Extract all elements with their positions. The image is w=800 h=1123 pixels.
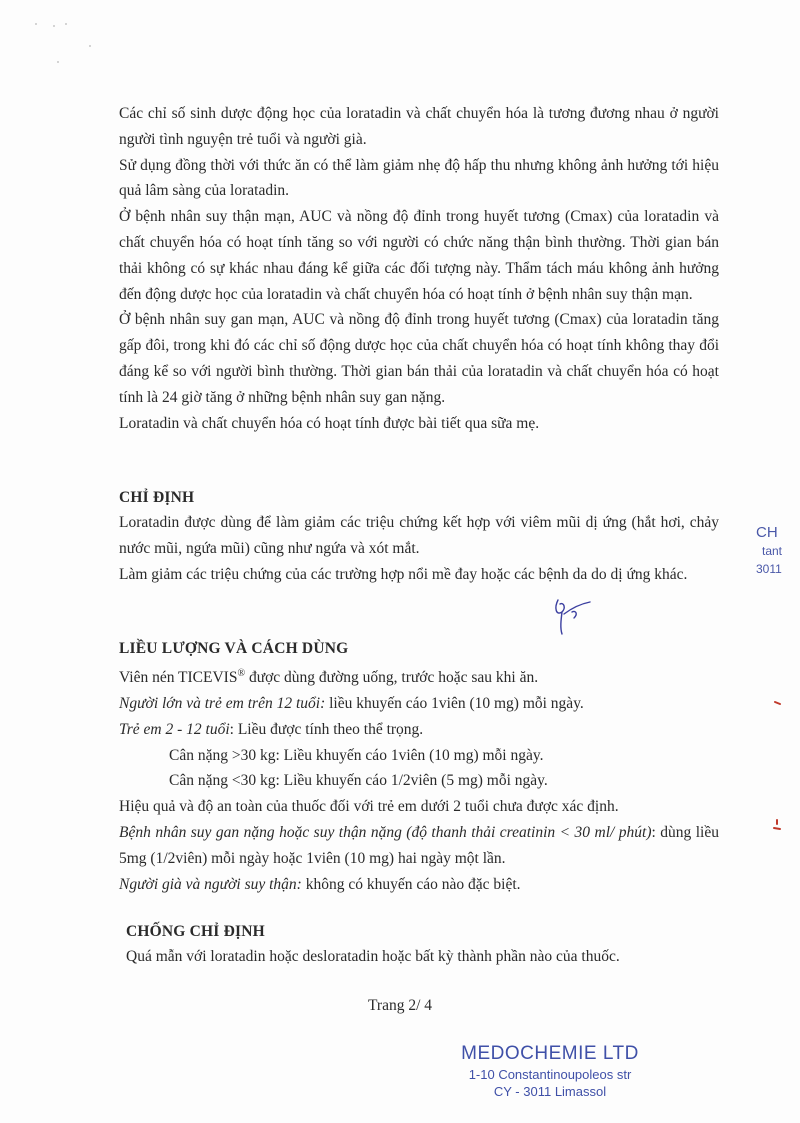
company-stamp (450, 1042, 650, 1100)
stamp-company-name: MEDOCHEMIE LTD (461, 1043, 639, 1064)
red-mark-icon (774, 699, 782, 707)
registered-mark: ® (237, 668, 246, 679)
margin-stamp-line-1: CH (756, 524, 778, 541)
contraindications-heading: CHỐNG CHỈ ĐỊNH (126, 923, 265, 940)
paragraph-pk-age: Các chỉ số sinh dược động học của loratadin và chất chuyển hóa là tương đương nhau ở người người tình nguyện trẻ tuổi và người già. (119, 105, 719, 148)
dosage-route-product: Viên nén TICEVIS (119, 669, 238, 687)
page-number: Trang 2/ 4 (367, 997, 433, 1014)
margin-stamp-fragment (756, 524, 800, 578)
contraindications-text: Quá mẫn với loratadin hoặc desloratadin hoặc bất kỳ thành phần nào của thuốc. (126, 948, 620, 965)
dosage-impairment-label: Bệnh nhân suy gan nặng hoặc suy thận nặng (độ thanh thải creatinin < 30 ml/ phút) (119, 823, 652, 841)
dosage-elderly-line (119, 872, 719, 898)
dosage-impairment-text: : dùng liều 5mg (1/2viên) mỗi ngày hoặc 1viên (10 mg) hai ngày một lần. (119, 823, 719, 867)
paragraph-pk-renal: Ở bệnh nhân suy thận mạn, AUC và nồng độ đỉnh trong huyết tương (Cmax) của loratadin và chất chuyển hóa có hoạt tính tăng so với người có chức năng thận bình thường. Thời gian bán thải không có sự khác nhau đáng kể giữa các đối tượng này. Thẩm tách máu không ảnh hưởng đến động dược học của loratadin và chất chuyển hóa có hoạt tính ở bệnh nhân suy thận mạn. (119, 208, 719, 303)
paragraph-pk-hepatic: Ở bệnh nhân suy gan mạn, AUC và nồng độ đỉnh trong huyết tương (Cmax) của loratadin tăng gấp đôi, trong khi đó các chỉ số động dược học của chất chuyển hóa có hoạt tính không thay đổi đáng kể so với người bình thường. Thời gian bán thải của loratadin và chất chuyển hóa có hoạt tính là 24 giờ tăng ở những bệnh nhân suy gan nặng. (119, 311, 719, 406)
dosage-weight-under-line: Cân nặng <30 kg: Liều khuyến cáo 1/2viên (5 mg) mỗi ngày. (169, 772, 548, 790)
dosage-section (119, 637, 719, 897)
dosage-adult-text: liều khuyến cáo 1viên (10 mg) mỗi ngày. (325, 694, 584, 712)
pharmacokinetics-section (119, 101, 719, 436)
dosage-impairment-line (119, 820, 719, 872)
dosage-elderly-text: không có khuyến cáo nào đặc biệt. (301, 875, 521, 893)
paragraph-pk-food: Sử dụng đồng thời với thức ăn có thể làm giảm nhẹ độ hấp thu nhưng không ảnh hưởng tới hiệu quả lâm sàng của loratadin. (119, 156, 719, 200)
margin-stamp-line-3: 3011 (756, 562, 782, 576)
dosage-adult-label: Người lớn và trẻ em trên 12 tuổi: (119, 694, 326, 712)
dosage-elderly-label: Người già và người suy thận: (119, 875, 302, 893)
dosage-route-text: được dùng đường uống, trước hoặc sau khi ăn. (245, 669, 539, 687)
handwritten-initials-icon (548, 594, 594, 638)
dosage-heading: LIỀU LƯỢNG VÀ CÁCH DÙNG (119, 640, 349, 657)
dosage-weight-over-line: Cân nặng >30 kg: Liều khuyến cáo 1viên (10 mg) mỗi ngày. (169, 746, 544, 764)
paragraph-indication-rhinitis: Loratadin được dùng để làm giảm các triệu chứng kết hợp với viêm mũi dị ứng (hắt hơi, chảy nước mũi, ngứa mũi) cũng như ngứa và xót mắt. (119, 514, 719, 557)
dosage-child-text: : Liều được tính theo thể trọng. (229, 720, 424, 738)
margin-stamp-line-2: tant (762, 544, 783, 558)
stamp-city: CY - 3011 Limassol (493, 1084, 607, 1099)
dosage-route-line (119, 661, 719, 691)
dosage-under2-line: Hiệu quả và độ an toàn của thuốc đối với trẻ em dưới 2 tuổi chưa được xác định. (119, 798, 619, 816)
indications-section (119, 486, 719, 587)
dosage-child-label: Trẻ em 2 - 12 tuổi (119, 720, 230, 738)
paragraph-pk-milk: Loratadin và chất chuyển hóa có hoạt tính được bài tiết qua sữa mẹ. (119, 414, 540, 432)
contraindications-section (126, 920, 726, 970)
scan-speck-icon (30, 18, 100, 68)
indications-heading: CHỈ ĐỊNH (119, 489, 195, 506)
stamp-address: 1-10 Constantinoupoleos str (468, 1067, 632, 1082)
dosage-child-line (119, 717, 719, 743)
dosage-adult-line (119, 691, 719, 717)
paragraph-indication-urticaria: Làm giảm các triệu chứng của các trường hợp nổi mề đay hoặc các bệnh da do dị ứng khác. (119, 565, 688, 583)
red-mark-icon (772, 818, 782, 832)
